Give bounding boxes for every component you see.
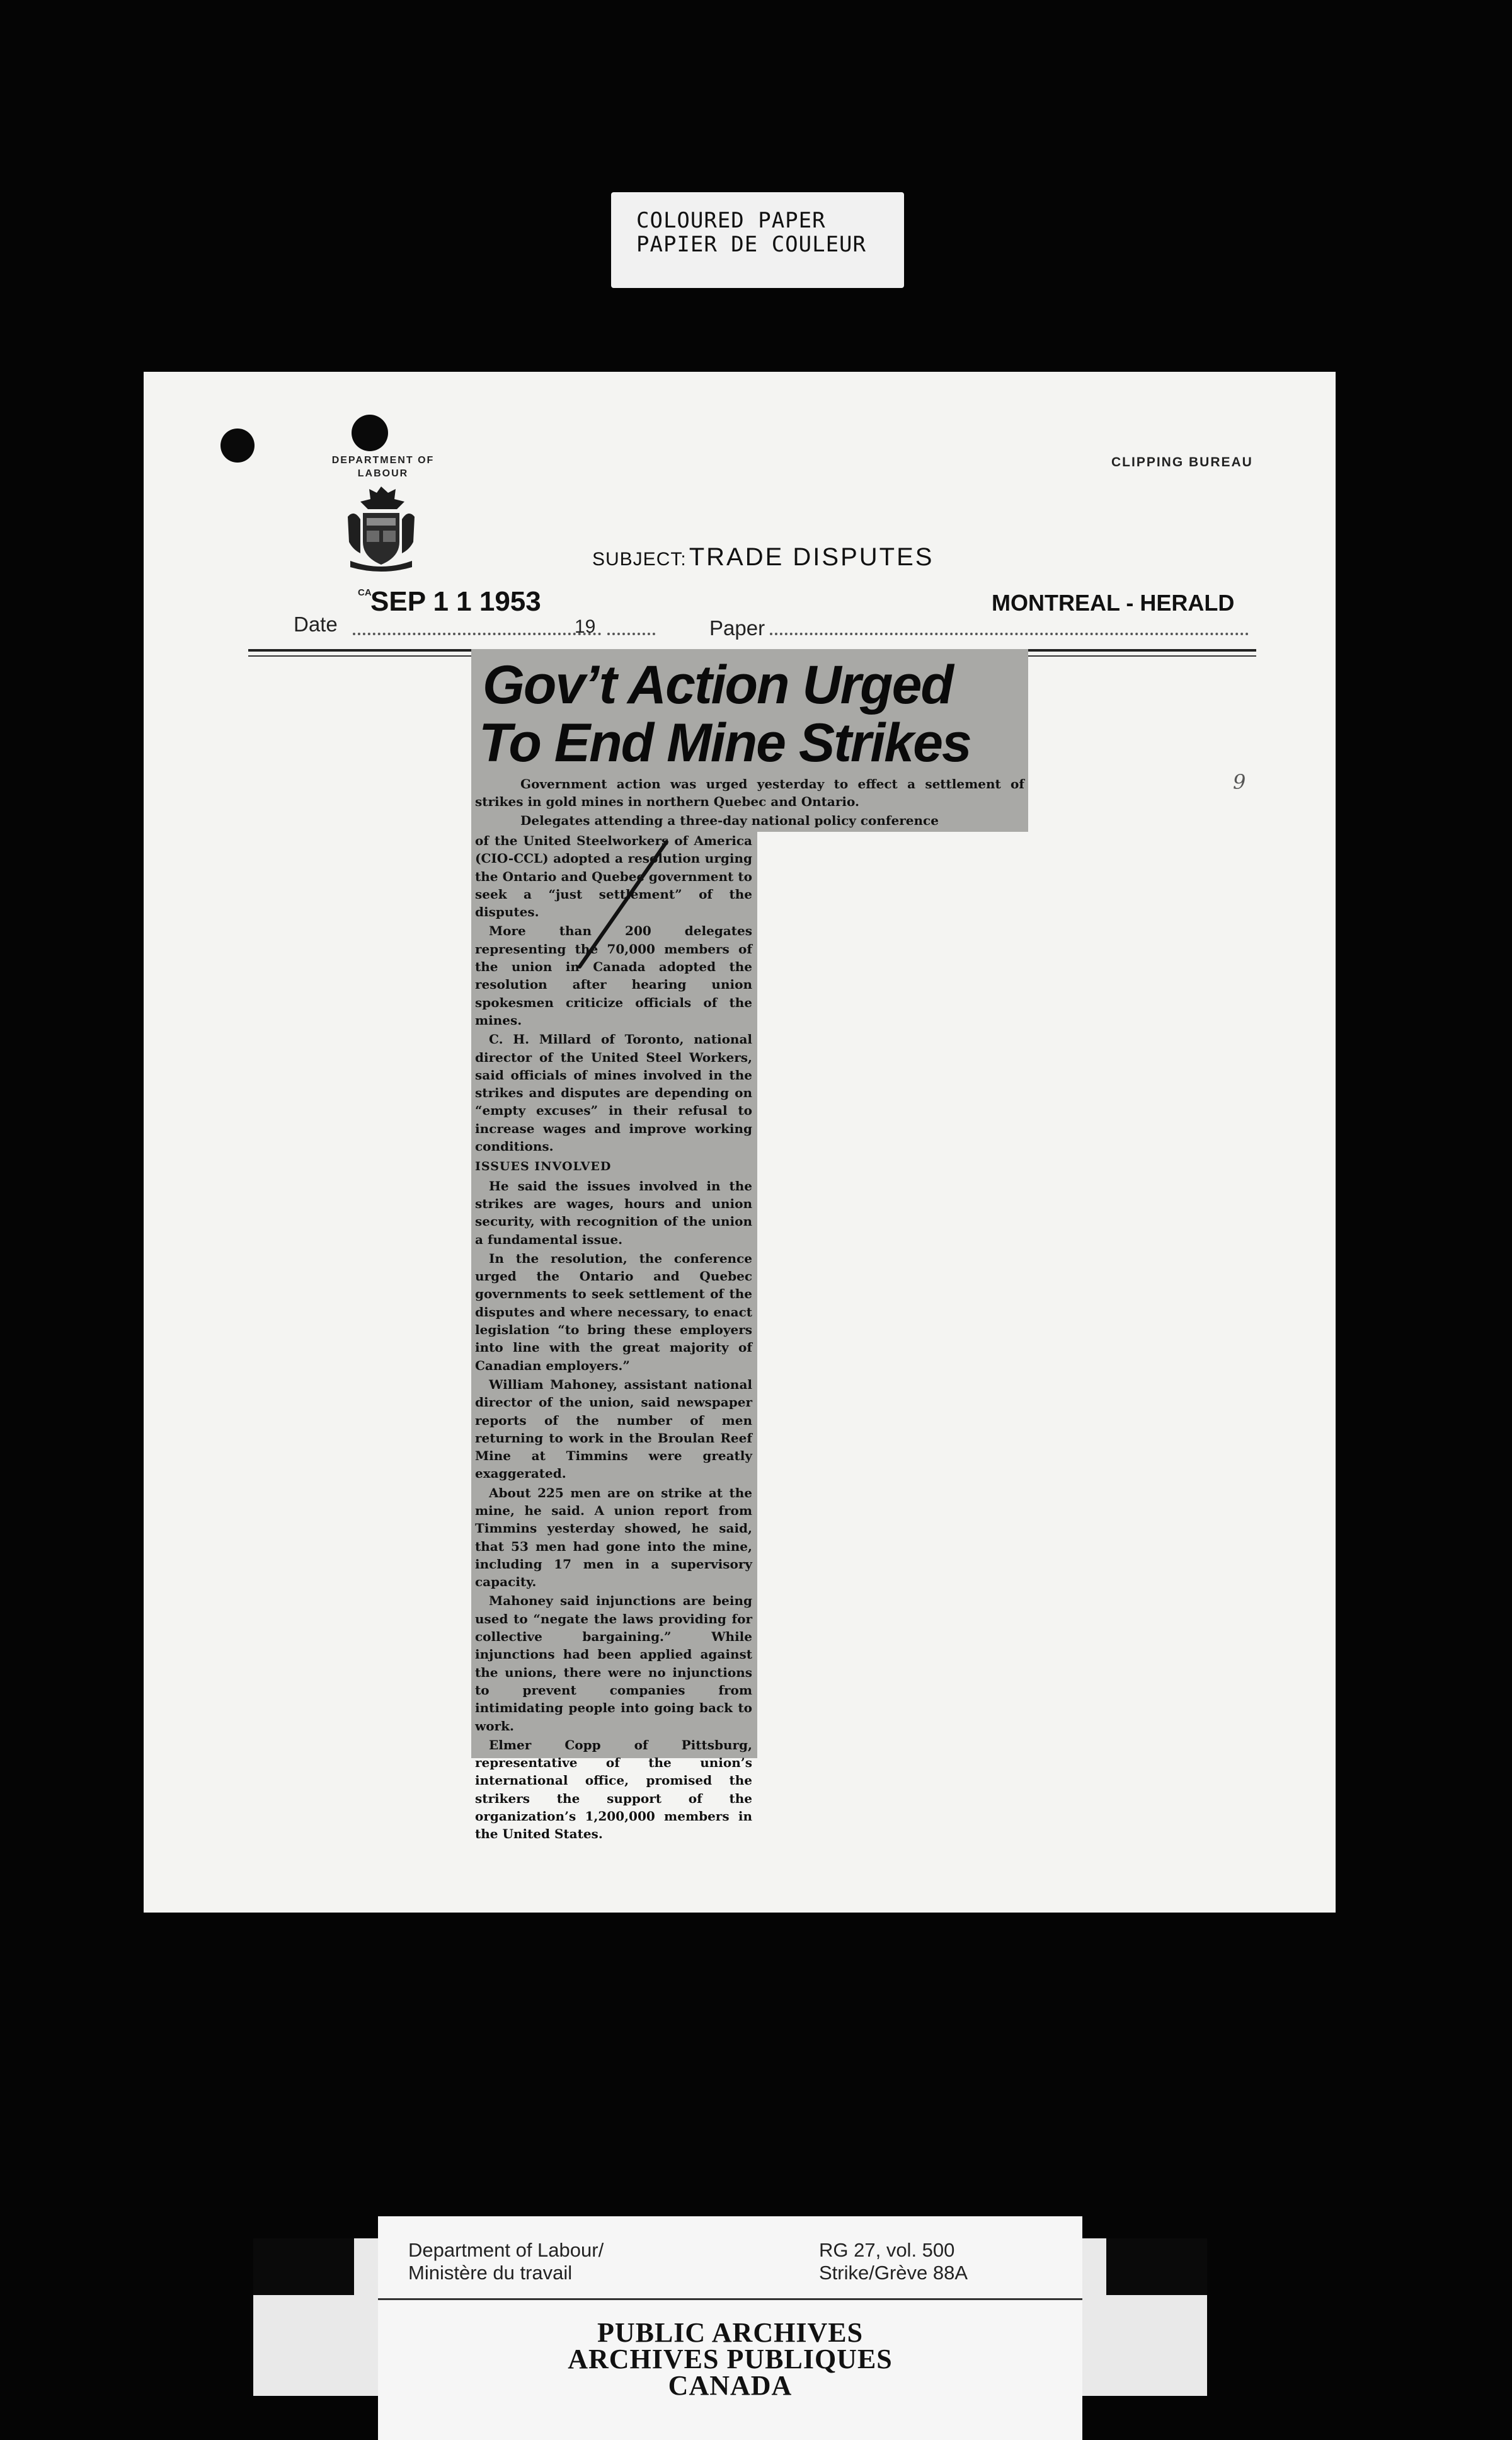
archive-label xyxy=(378,2216,1082,2440)
article-paragraph: of the United Steelworkers of America (CIO-CCL) adopted a resolution urging the Ontario and Quebec government to seek a “just settlement” of the disputes. xyxy=(475,833,752,920)
archive-reference xyxy=(819,2239,968,2284)
article-lead: Government action was urged yesterday to effect a settlement of strikes in gold mines in northern Quebec and Ontario. xyxy=(475,776,1024,809)
year-dotted-line xyxy=(607,633,655,635)
margin-mark: 9 xyxy=(1233,770,1246,794)
archive-name-line-3: CANADA xyxy=(668,2370,793,2401)
punch-hole-left xyxy=(220,429,255,463)
subject-line xyxy=(592,543,934,572)
clipping-top xyxy=(471,649,1028,832)
article-paragraph: In the resolution, the conference urged the Ontario and Quebec governments to seek settlement of the disputes and where necessary, to enact legislation “to bring these employers into line with the great majority of Canadian employers.” xyxy=(475,1250,752,1373)
clipping-column xyxy=(471,832,757,1842)
subject-label: SUBJECT: xyxy=(592,549,687,570)
headline-line-1: Gov’t Action Urged xyxy=(483,655,953,715)
article-paragraph: C. H. Millard of Toronto, national director of the United Steel Workers, said officials of mines involved in the strikes and disputes are depending on “empty excuses” in their refusal to increase wages and improve working conditions. xyxy=(475,1032,752,1154)
label-notch-right xyxy=(1106,2238,1207,2295)
archive-rule xyxy=(378,2298,1082,2300)
article-paragraph: Elmer Copp of Pittsburg, representative of the union’s international office, promised the strikers the support of the organization’s 1,200,000 members in the United States. xyxy=(475,1737,752,1842)
clipping-sheet xyxy=(144,372,1336,1913)
department-line-1: DEPARTMENT OF xyxy=(331,455,435,466)
paper-stamp: MONTREAL - HERALD xyxy=(992,590,1235,616)
clipping-bureau-label: CLIPPING BUREAU xyxy=(1111,455,1253,469)
date-dotted-line xyxy=(353,633,601,635)
date-stamp: SEP 1 1 1953 xyxy=(370,586,541,617)
paper-label: Paper xyxy=(709,616,765,640)
archive-department xyxy=(408,2239,604,2284)
coat-of-arms-icon xyxy=(344,484,418,572)
archive-dept-line-2: Ministère du travail xyxy=(408,2262,573,2284)
article-paragraph: Mahoney said injunctions are being used to “negate the laws providing for collective bargaining.” While injunctions had been applied against the unions, there were no injunctions to prevent companies from intimidating people into going back to work. xyxy=(475,1593,752,1734)
department-header xyxy=(326,454,440,480)
date-label: Date xyxy=(294,613,338,636)
article-subhead: ISSUES INVOLVED xyxy=(475,1160,612,1174)
year-prefix: 19 xyxy=(575,616,596,637)
archive-ref-line-1: RG 27, vol. 500 xyxy=(819,2239,955,2261)
archive-name-line-1: PUBLIC ARCHIVES xyxy=(597,2317,864,2348)
article-paragraph: About 225 men are on strike at the mine, he said. A union report from Timmins yesterday showed, he said, that 53 men had gone into the mine, including 17 men in a supervisory capacity. xyxy=(475,1485,752,1590)
coloured-paper-tag xyxy=(611,192,904,288)
headline-line-2: To End Mine Strikes xyxy=(479,713,971,773)
archive-name-line-2: ARCHIVES PUBLIQUES xyxy=(568,2344,893,2374)
tag-line-2: PAPIER DE COULEUR xyxy=(636,232,866,257)
archive-ref-line-2: Strike/Grève 88A xyxy=(819,2262,968,2284)
article-paragraph: William Mahoney, assistant national director of the union, said newspaper reports of the number of men returning to work in the Broulan Reef Mine at Timmins were greatly exaggerated. xyxy=(475,1376,752,1482)
label-notch-left xyxy=(253,2238,354,2295)
archive-dept-line-1: Department of Labour/ xyxy=(408,2239,604,2261)
crest-caption: CA xyxy=(358,587,372,598)
article-paragraph: More than 200 delegates representing the 70,000 members of the union in Canada adopted the resolution after hearing union spokesmen criticize officials of the mines. xyxy=(475,923,752,1028)
article-lead-2: Delegates attending a three-day national policy conference xyxy=(520,813,939,828)
article-column xyxy=(475,832,752,1844)
tag-line-1: COLOURED PAPER xyxy=(636,208,826,233)
article-paragraph: He said the issues involved in the strikes are wages, hours and union security, with recognition of the union a fundamental issue. xyxy=(475,1178,752,1247)
pencil-slash-mark xyxy=(572,838,673,970)
subject-value: TRADE DISPUTES xyxy=(689,543,934,571)
paper-dotted-line xyxy=(770,633,1249,635)
punch-hole-right xyxy=(352,415,388,451)
archive-name xyxy=(378,2317,1082,2401)
department-line-2: LABOUR xyxy=(357,468,409,479)
